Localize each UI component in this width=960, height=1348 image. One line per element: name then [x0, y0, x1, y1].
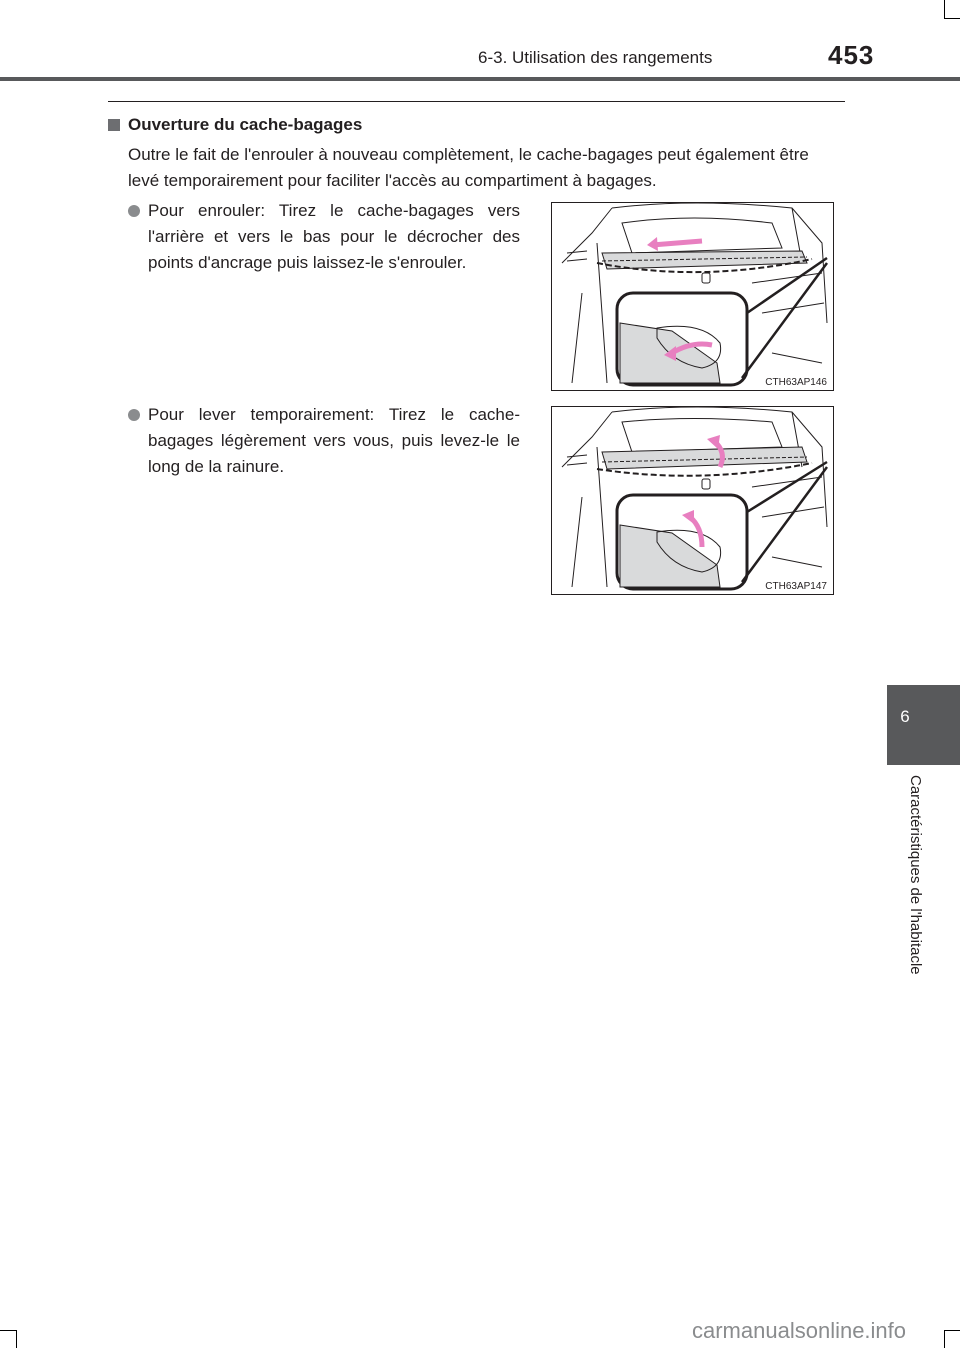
- section-title: 6-3. Utilisation des rangements: [478, 48, 713, 67]
- crop-mark: [944, 1330, 960, 1331]
- circle-bullet-icon: [128, 205, 140, 217]
- figure-lift-temporarily: [551, 406, 834, 595]
- header-bar: [0, 77, 960, 81]
- crop-mark: [944, 1330, 945, 1348]
- crop-mark: [944, 0, 945, 18]
- bullet-roll-up: [128, 198, 520, 276]
- watermark: carmanualsonline.info: [692, 1318, 907, 1343]
- circle-bullet-icon: [128, 409, 140, 421]
- figure-caption: CTH63AP147: [765, 581, 827, 592]
- cargo-cover-lift-illustration: [552, 407, 833, 594]
- chapter-tab: [887, 685, 960, 765]
- intro-paragraph: Outre le fait de l'enrouler à nouveau complètement, le cache-bagages peut également être levé temporairement pour faciliter l'accès au compartiment à bagages.: [128, 145, 809, 190]
- chapter-number: 6: [900, 707, 910, 726]
- crop-mark: [16, 1330, 17, 1348]
- cargo-cover-roll-illustration: [552, 203, 833, 390]
- crop-mark: [944, 18, 960, 19]
- figure-caption: CTH63AP146: [765, 377, 827, 388]
- crop-mark: [0, 1330, 16, 1331]
- figure-roll-up: [551, 202, 834, 391]
- section-heading: [108, 115, 362, 135]
- bullet-lift-temporarily: [128, 402, 520, 480]
- bullet-text: Pour enrouler: Tirez le cache-bagages vers l'arrière et vers le bas pour le décrocher des points d'ancrage puis laissez-le s'enrouler.: [148, 201, 520, 272]
- bullet-text: Pour lever temporairement: Tirez le cache-bagages légèrement vers vous, puis levez-le le long de la rainure.: [148, 405, 520, 476]
- square-bullet-icon: [108, 119, 120, 131]
- heading-text: Ouverture du cache-bagages: [128, 115, 363, 134]
- chapter-label: Caractéristiques de l'habitacle: [907, 775, 924, 975]
- page-number: 453: [828, 40, 875, 70]
- section-rule: [108, 101, 845, 102]
